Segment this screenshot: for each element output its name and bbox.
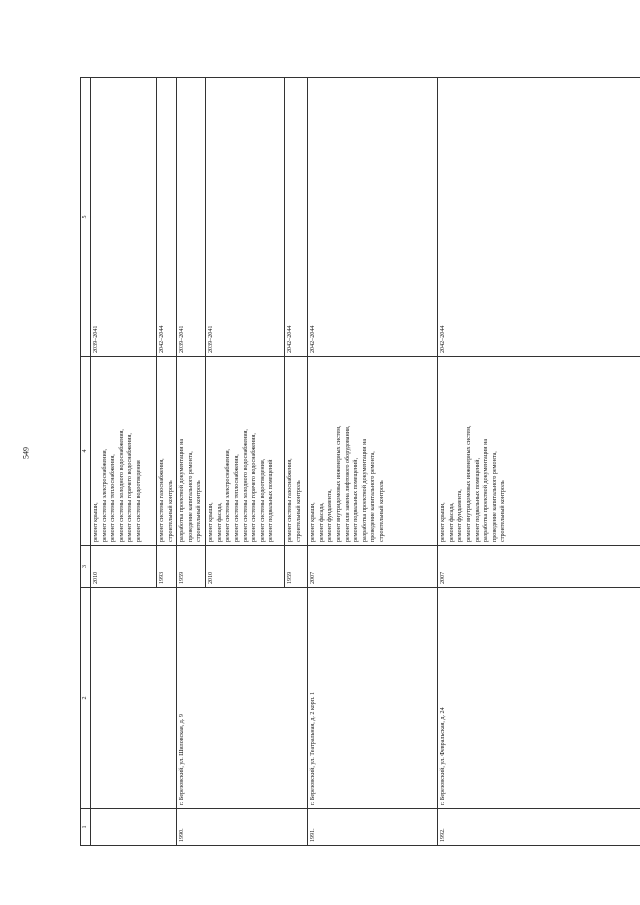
work-item: ремонт системы горячего водоснабжения, (251, 433, 258, 542)
work-item: разработка проектной документации на (361, 438, 368, 542)
work-item: ремонт системы холодного водоснабжения, (242, 429, 249, 542)
build-year: 2010 (206, 546, 285, 588)
entry-number: 1991. (308, 809, 438, 846)
build-year: 2007 (438, 546, 640, 588)
repair-schedule-table (80, 77, 640, 846)
table-row (177, 78, 206, 846)
work-item: строительный контроль (295, 480, 302, 542)
work-item: ремонт системы водоотведения (135, 460, 142, 542)
header-col-1: 1 (81, 809, 91, 846)
work-item: ремонт или замена лифтового оборудования, (344, 425, 351, 542)
work-item: строительный контроль (378, 480, 385, 542)
repair-period: 2042–2044 (285, 78, 308, 357)
work-item: ремонт крыши, (440, 502, 447, 542)
entry-number: 1990. (177, 809, 308, 846)
work-item: ремонт системы газоснабжения, (287, 458, 294, 542)
build-year: 2007 (308, 546, 438, 588)
build-year: 1959 (285, 546, 308, 588)
work-item: строительный контроль (167, 480, 174, 542)
work-item: ремонт внутридомовых инженерных систем, (465, 425, 472, 542)
header-col-3: 3 (81, 546, 91, 588)
works-list (177, 357, 206, 546)
work-item: проведение капитального ремонта, (491, 451, 498, 542)
table-row (438, 78, 640, 846)
work-item: ремонт фундамента, (457, 489, 464, 542)
work-item: строительный контроль (196, 480, 203, 542)
work-item: ремонт системы электроснабжения, (101, 448, 108, 542)
works-list (157, 357, 177, 546)
work-item: ремонт фасада, (318, 502, 325, 542)
repair-period: 2039–2041 (91, 78, 157, 357)
work-item: разработка проектной документации на (483, 438, 490, 542)
header-row (81, 78, 91, 846)
build-year: 1959 (177, 546, 206, 588)
work-item: ремонт крыши, (93, 502, 99, 542)
work-item: ремонт системы холодного водоснабжения, (118, 429, 125, 542)
table-row (308, 78, 438, 846)
work-item: ремонт крыши, (208, 502, 215, 542)
work-item: проведение капитального ремонта, (187, 451, 194, 542)
work-item: ремонт системы электроснабжения, (225, 448, 232, 542)
work-item: ремонт фасада, (216, 502, 223, 542)
repair-period: 2039–2041 (206, 78, 285, 357)
work-item: ремонт системы горячего водоснабжения, (127, 433, 134, 542)
work-item: ремонт крыши, (310, 502, 317, 542)
entry-address: г. Березовский, ул. Февральская, д. 24 (438, 588, 640, 809)
work-item: ремонт подвальных помещений, (353, 457, 360, 542)
header-col-2: 2 (81, 588, 91, 809)
work-item: проведение капитального ремонта, (370, 451, 377, 542)
entry-address: г. Березовский, ул. Театральная, д. 2 корп. 1 (308, 588, 438, 809)
work-item: ремонт системы теплоснабжения, (110, 454, 117, 542)
header-col-5: 5 (81, 78, 91, 357)
page-number: 549 (21, 447, 31, 459)
entry-number (91, 809, 177, 846)
repair-period: 2042–2044 (157, 78, 177, 357)
works-list (438, 357, 640, 546)
works-list (91, 357, 157, 546)
work-item: разработка проектной документации на (179, 438, 186, 542)
work-item: строительный контроль (500, 480, 507, 542)
entry-address (91, 588, 177, 809)
build-year: 2010 (91, 546, 157, 588)
entry-number: 1992. (438, 809, 640, 846)
work-item: ремонт подвальных помещений, (474, 457, 481, 542)
work-item: ремонт фундамента, (327, 489, 334, 542)
works-list (308, 357, 438, 546)
work-item: ремонт системы водоотведения, (259, 458, 266, 542)
rotated-page (80, 78, 566, 846)
table-body (91, 78, 640, 846)
work-item: ремонт системы теплоснабжения, (233, 454, 240, 542)
header-col-4: 4 (81, 357, 91, 546)
rotated-table-wrapper (80, 78, 566, 846)
work-item: ремонт подвальных помещений (268, 459, 275, 542)
works-list (285, 357, 308, 546)
work-item: ремонт внутридомовых инженерных систем, (335, 425, 342, 542)
repair-period: 2039–2041 (177, 78, 206, 357)
entry-address: г. Березовский, ул. Шиловская, д. 9 (177, 588, 308, 809)
build-year: 1993 (157, 546, 177, 588)
table-row (91, 78, 157, 846)
works-list (206, 357, 285, 546)
work-item: ремонт системы газоснабжения, (159, 458, 165, 542)
work-item: ремонт фасада, (448, 502, 455, 542)
repair-period: 2042–2044 (438, 78, 640, 357)
repair-period: 2042–2044 (308, 78, 438, 357)
